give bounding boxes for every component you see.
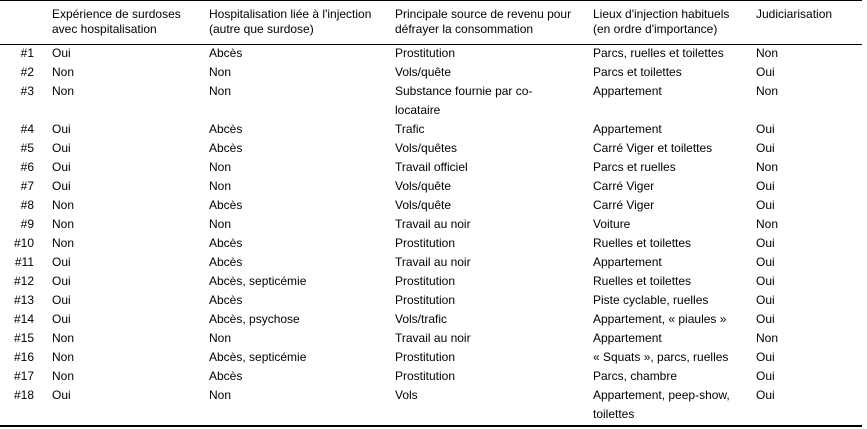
cell-surdose: Non [52, 65, 75, 79]
cell-id: #4 [20, 122, 34, 136]
cell-lieux: Appartement [593, 122, 662, 136]
cell-judiciarisation: Oui [756, 122, 775, 136]
cell-id: #9 [20, 217, 34, 231]
table-top-rule [0, 0, 862, 1]
cell-judiciarisation: Oui [756, 141, 775, 155]
cell-hospitalisation: Non [209, 217, 232, 231]
cell-judiciarisation: Oui [756, 293, 775, 307]
cell-id: #8 [20, 198, 34, 212]
cell-surdose: Non [52, 369, 75, 383]
cell-hospitalisation: Non [209, 388, 232, 402]
cell-revenu: Travail au noir [395, 217, 471, 231]
cell-id: #12 [13, 274, 34, 288]
cell-hospitalisation: Abcès, septicémie [209, 350, 307, 364]
cell-hospitalisation: Abcès, psychose [209, 312, 300, 326]
cell-hospitalisation: Non [209, 331, 232, 345]
cell-lieux: « Squats », parcs, ruelles [593, 350, 729, 364]
cell-hospitalisation: Non [209, 160, 232, 174]
cell-lieux: Parcs, ruelles et toilettes [593, 46, 724, 60]
cell-surdose: Oui [52, 141, 71, 155]
cell-id: #17 [13, 369, 34, 383]
cell-revenu: Prostitution [395, 350, 456, 364]
cell-id: #1 [20, 46, 34, 60]
cell-lieux: Appartement [593, 331, 662, 345]
cell-surdose: Oui [52, 122, 71, 136]
cell-hospitalisation: Abcès [209, 236, 243, 250]
cell-revenu: Vols/trafic [395, 312, 448, 326]
cell-judiciarisation: Non [756, 46, 779, 60]
header-surdose: Expérience de surdoses avec hospitalisation [52, 7, 181, 36]
cell-revenu: Prostitution [395, 236, 456, 250]
cell-lieux: Voiture [593, 217, 631, 231]
cell-revenu: Vols/quête [395, 179, 452, 193]
cell-id: #7 [20, 179, 34, 193]
cell-judiciarisation: Oui [756, 350, 775, 364]
cell-revenu: Trafic [395, 122, 425, 136]
cell-lieux: Carré Viger [593, 179, 655, 193]
table-bottom-rule [0, 425, 862, 427]
cell-revenu: Substance fournie par co- locataire [395, 84, 533, 117]
cell-lieux: Appartement [593, 255, 662, 269]
header-judiciarisation: Judiciarisation [756, 7, 833, 21]
cell-id: #5 [20, 141, 34, 155]
cell-surdose: Oui [52, 293, 71, 307]
cell-judiciarisation: Non [756, 84, 779, 98]
cell-id: #13 [13, 293, 34, 307]
cell-lieux: Parcs et toilettes [593, 65, 682, 79]
cell-judiciarisation: Oui [756, 255, 775, 269]
cell-id: #18 [13, 388, 34, 402]
cell-lieux: Appartement [593, 84, 662, 98]
cell-lieux: Appartement, peep-show, toilettes [593, 388, 730, 421]
cell-surdose: Non [52, 350, 75, 364]
cell-lieux: Parcs, chambre [593, 369, 678, 383]
cell-revenu: Prostitution [395, 293, 456, 307]
cell-revenu: Vols/quête [395, 198, 452, 212]
cell-hospitalisation: Abcès [209, 122, 243, 136]
cell-surdose: Non [52, 84, 75, 98]
cell-judiciarisation: Oui [756, 179, 775, 193]
cell-id: #15 [13, 331, 34, 345]
cell-surdose: Non [52, 217, 75, 231]
cell-lieux: Appartement, « piaules » [593, 312, 727, 326]
cell-revenu: Travail au noir [395, 331, 471, 345]
cell-surdose: Non [52, 198, 75, 212]
cell-id: #3 [20, 84, 34, 98]
cell-lieux: Carré Viger et toilettes [593, 141, 713, 155]
cell-id: #10 [13, 236, 34, 250]
cell-judiciarisation: Non [756, 217, 779, 231]
cell-id: #6 [20, 160, 34, 174]
cell-hospitalisation: Non [209, 84, 232, 98]
cell-judiciarisation: Oui [756, 198, 775, 212]
cell-surdose: Oui [52, 160, 71, 174]
header-revenu: Principale source de revenu pour défrayer la consommation [395, 7, 572, 36]
cell-revenu: Prostitution [395, 46, 456, 60]
cell-revenu: Prostitution [395, 274, 456, 288]
cell-hospitalisation: Abcès [209, 293, 243, 307]
cell-hospitalisation: Abcès [209, 198, 243, 212]
cell-hospitalisation: Abcès [209, 46, 243, 60]
cell-judiciarisation: Oui [756, 388, 775, 402]
cell-judiciarisation: Non [756, 160, 779, 174]
cell-lieux: Ruelles et toilettes [593, 236, 692, 250]
cell-surdose: Non [52, 331, 75, 345]
cell-surdose: Oui [52, 255, 71, 269]
cell-surdose: Non [52, 236, 75, 250]
cell-surdose: Oui [52, 388, 71, 402]
cell-revenu: Prostitution [395, 369, 456, 383]
header-lieux: Lieux d'injection habituels (en ordre d'importance) [593, 7, 730, 36]
cell-lieux: Carré Viger [593, 198, 655, 212]
cell-revenu: Vols/quêtes [395, 141, 458, 155]
cell-hospitalisation: Non [209, 65, 232, 79]
cell-hospitalisation: Abcès, septicémie [209, 274, 307, 288]
cell-hospitalisation: Abcès [209, 141, 243, 155]
cell-lieux: Parcs et ruelles [593, 160, 676, 174]
cell-lieux: Ruelles et toilettes [593, 274, 692, 288]
cell-id: #14 [13, 312, 34, 326]
cell-revenu: Vols [395, 388, 418, 402]
cell-id: #11 [14, 255, 34, 269]
cell-lieux: Piste cyclable, ruelles [593, 293, 709, 307]
header-hospitalisation: Hospitalisation liée à l'injection (autre que surdose) [209, 7, 372, 36]
cell-surdose: Oui [52, 274, 71, 288]
cell-revenu: Vols/quête [395, 65, 452, 79]
cell-surdose: Oui [52, 46, 71, 60]
cell-surdose: Oui [52, 179, 71, 193]
cell-hospitalisation: Abcès [209, 255, 243, 269]
cell-revenu: Travail officiel [395, 160, 468, 174]
cell-judiciarisation: Non [756, 331, 779, 345]
cell-revenu: Travail au noir [395, 255, 471, 269]
cell-judiciarisation: Oui [756, 236, 775, 250]
cell-id: #16 [13, 350, 34, 364]
cell-judiciarisation: Oui [756, 274, 775, 288]
cell-surdose: Oui [52, 312, 71, 326]
cell-hospitalisation: Non [209, 179, 232, 193]
cell-id: #2 [20, 65, 34, 79]
cell-hospitalisation: Abcès [209, 369, 243, 383]
cell-judiciarisation: Oui [756, 369, 775, 383]
cell-judiciarisation: Oui [756, 65, 775, 79]
cell-judiciarisation: Oui [756, 312, 775, 326]
